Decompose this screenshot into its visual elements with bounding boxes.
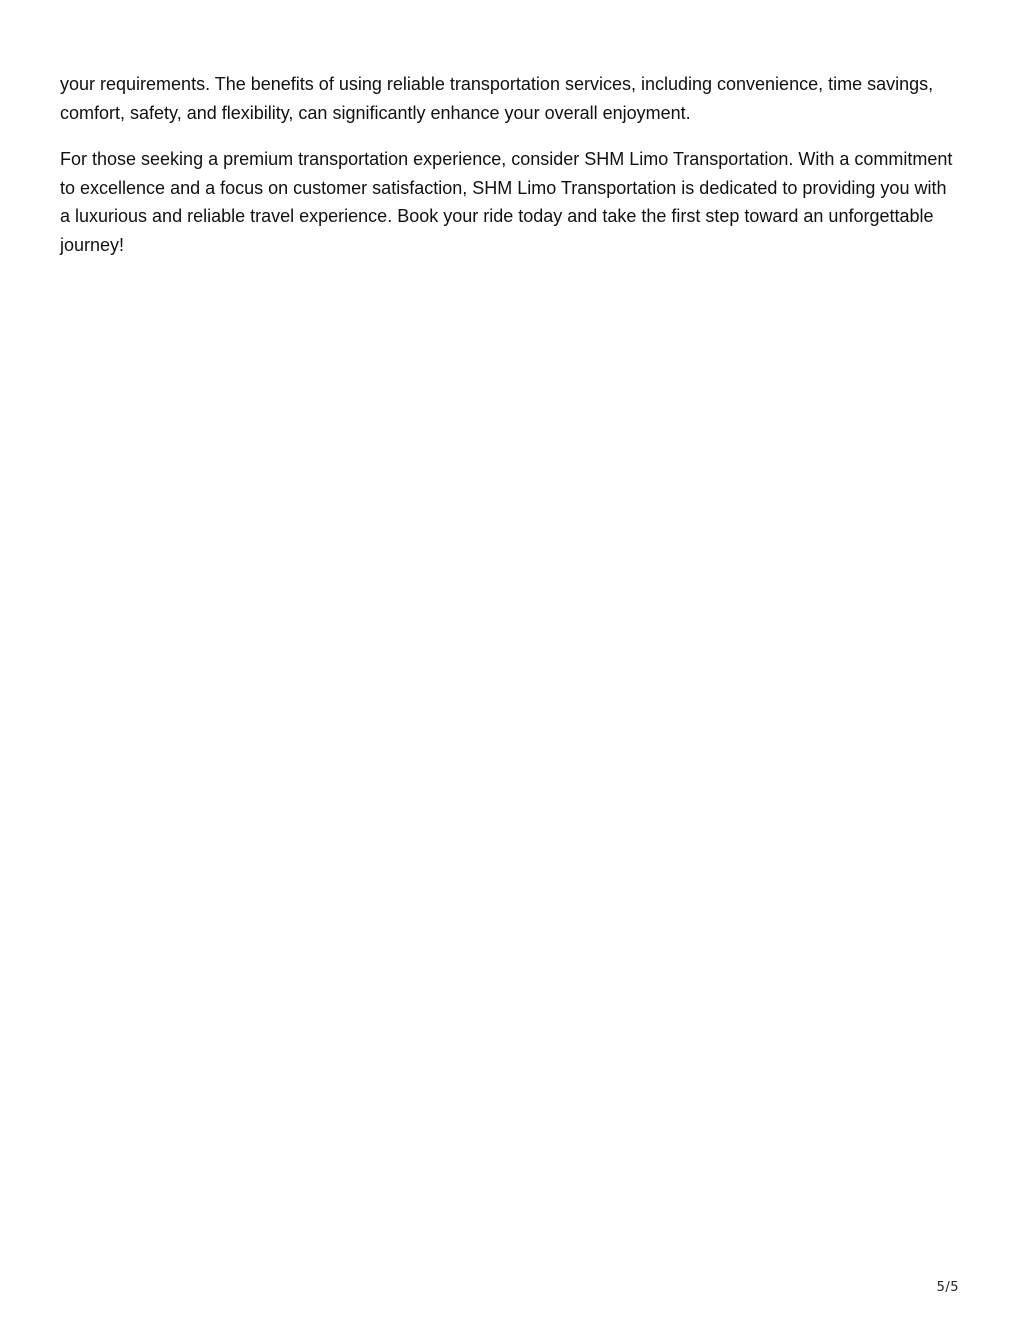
paragraph-shm-limo: For those seeking a premium transportation experience, consider SHM Limo Transportation. With a commitment to excellence and a focus on customer satisfaction, SHM Limo Transportation is dedicated to providing you with a luxurious and reliable travel experience. Book your ride today and take the first step toward an unforgettable journey! bbox=[60, 149, 953, 255]
document-body bbox=[60, 70, 960, 277]
page-number: 5/5 bbox=[936, 1280, 959, 1295]
paragraph-benefits: your requirements. The benefits of using reliable transportation services, including convenience, time savings, comfort, safety, and flexibility, can significantly enhance your overall enjoyment. bbox=[60, 74, 934, 123]
